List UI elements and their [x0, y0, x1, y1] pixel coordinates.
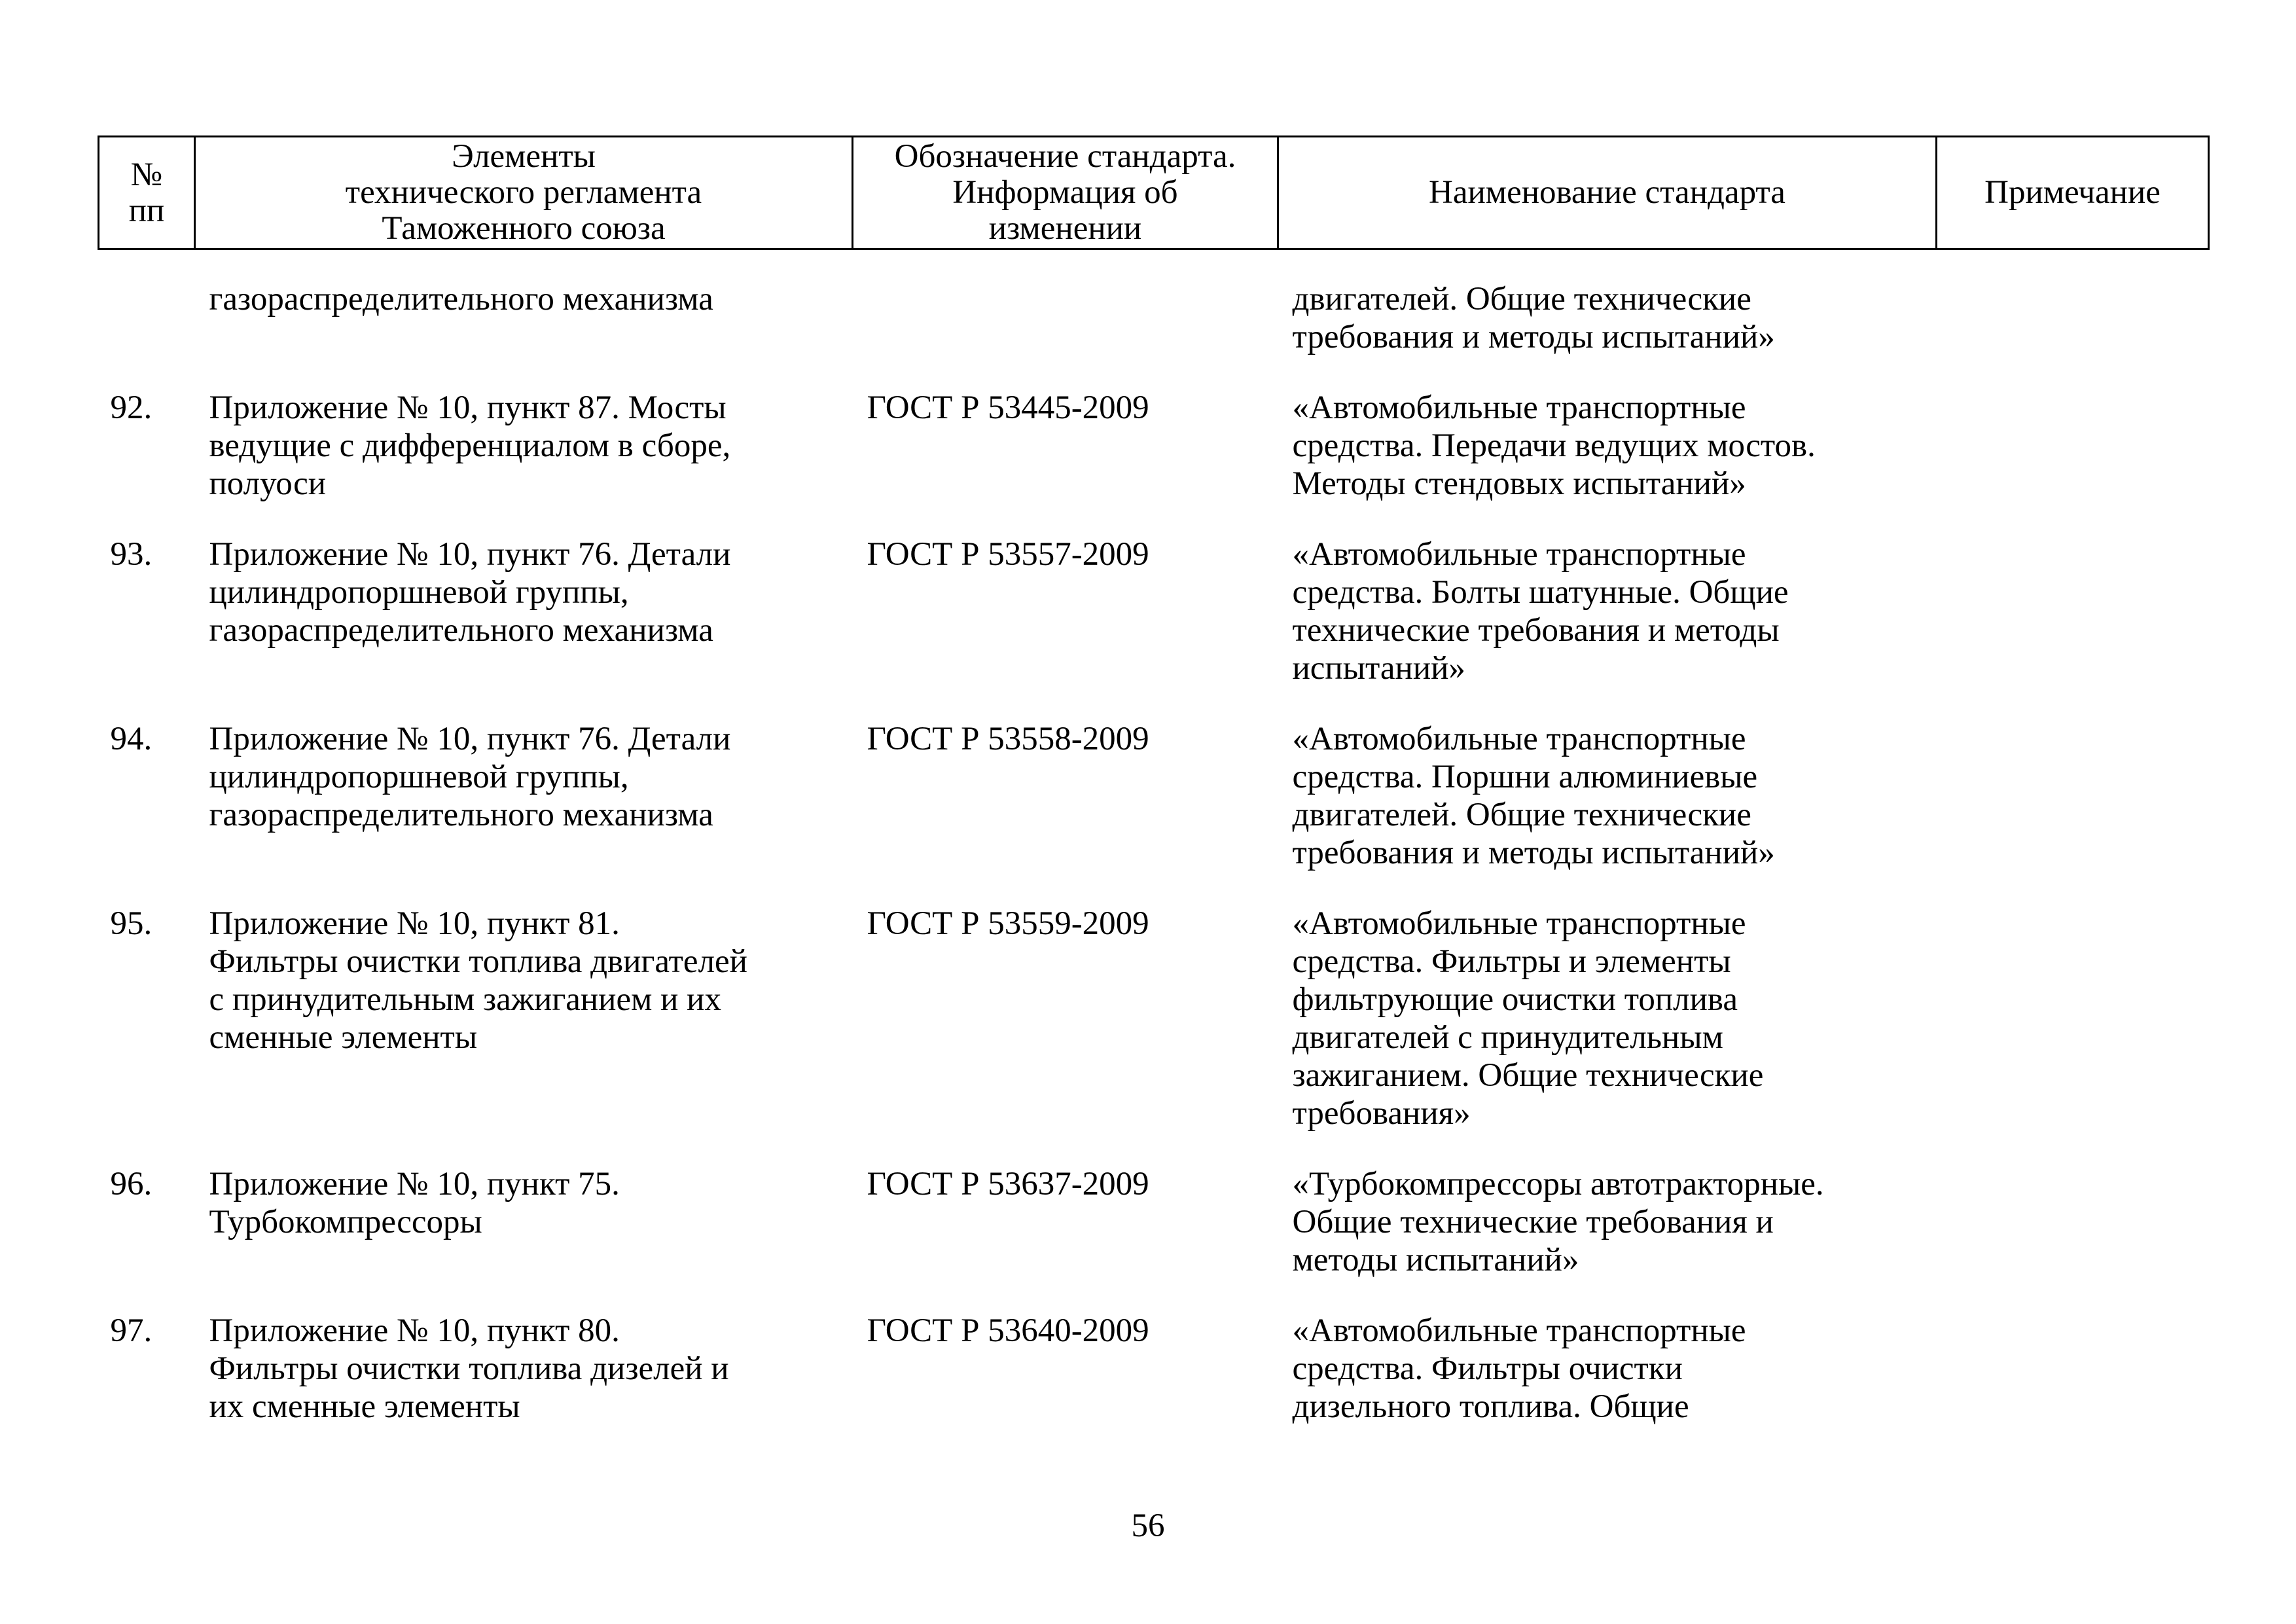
- cell-standard-name: «Автомобильные транспортные средства. Болты шатунные. Общие технические требования и методы испытаний»: [1292, 536, 1789, 687]
- header-col-designation: Обозначение стандарта. Информация об изменении: [853, 137, 1278, 249]
- header-col-number: № пп: [99, 137, 195, 249]
- cell-standard-name: «Автомобильные транспортные средства. Поршни алюминиевые двигателей. Общие технические требования и методы испытаний»: [1292, 721, 1775, 871]
- cell-element: газораспределительного механизма: [209, 281, 713, 317]
- cell-note: [1937, 905, 2209, 1165]
- cell-designation: ГОСТ Р 53559-2009: [867, 905, 1149, 942]
- cell-note: [1937, 249, 2209, 389]
- cell-designation: ГОСТ Р 53558-2009: [867, 721, 1149, 757]
- header-col-elements: Элементы технического регламента Таможенного союза: [195, 137, 853, 249]
- cell-element: Приложение № 10, пункт 80. Фильтры очистки топлива дизелей и их сменные элементы: [209, 1312, 729, 1425]
- cell-note: [1937, 1165, 2209, 1312]
- table-row: [99, 1165, 2209, 1312]
- cell-note: [1937, 720, 2209, 905]
- cell-element: Приложение № 10, пункт 75. Турбокомпрессоры: [209, 1166, 620, 1240]
- standards-table: [98, 135, 2210, 1458]
- cell-number: 97.: [110, 1312, 152, 1349]
- cell-note: [1937, 1312, 2209, 1458]
- cell-element: Приложение № 10, пункт 81. Фильтры очистки топлива двигателей с принудительным зажиганием и их сменные элементы: [209, 905, 747, 1056]
- cell-standard-name: «Автомобильные транспортные средства. Фильтры очистки дизельного топлива. Общие: [1292, 1312, 1746, 1425]
- cell-number: [99, 249, 195, 389]
- cell-element: Приложение № 10, пункт 76. Детали цилиндропоршневой группы, газораспределительного механизма: [209, 536, 731, 649]
- cell-note: [1937, 535, 2209, 720]
- cell-standard-name: «Турбокомпрессоры автотракторные. Общие технические требования и методы испытаний»: [1292, 1166, 1824, 1278]
- table-row: [99, 1312, 2209, 1458]
- cell-designation: ГОСТ Р 53445-2009: [867, 389, 1149, 426]
- cell-element: Приложение № 10, пункт 87. Мосты ведущие с дифференциалом в сборе, полуоси: [209, 389, 731, 502]
- header-col-note: Примечание: [1937, 137, 2209, 249]
- table-row: [99, 905, 2209, 1165]
- cell-designation: [853, 249, 1278, 389]
- table-row: [99, 535, 2209, 720]
- cell-element: Приложение № 10, пункт 76. Детали цилиндропоршневой группы, газораспределительного механизма: [209, 721, 731, 833]
- table-header: [99, 137, 2209, 249]
- cell-standard-name: двигателей. Общие технические требования и методы испытаний»: [1292, 281, 1775, 355]
- cell-number: 96.: [110, 1166, 152, 1202]
- cell-designation: ГОСТ Р 53557-2009: [867, 536, 1149, 573]
- cell-number: 93.: [110, 536, 152, 573]
- table-row: [99, 389, 2209, 535]
- cell-designation: ГОСТ Р 53637-2009: [867, 1166, 1149, 1202]
- cell-standard-name: «Автомобильные транспортные средства. Передачи ведущих мостов. Методы стендовых испытаний»: [1292, 389, 1816, 502]
- header-row: [99, 137, 2209, 249]
- cell-number: 92.: [110, 389, 152, 426]
- cell-number: 95.: [110, 905, 152, 942]
- page-number: 56: [1131, 1507, 1165, 1544]
- cell-designation: ГОСТ Р 53640-2009: [867, 1312, 1149, 1349]
- header-col-standard-name: Наименование стандарта: [1278, 137, 1937, 249]
- cell-number: 94.: [110, 721, 152, 757]
- table-row: [99, 720, 2209, 905]
- cell-note: [1937, 389, 2209, 535]
- table-body: [99, 249, 2209, 1459]
- cell-standard-name: «Автомобильные транспортные средства. Фильтры и элементы фильтрующие очистки топлива двигателей с принудительным зажиганием. Общие технические требования»: [1292, 905, 1764, 1132]
- table-row-continuation: [99, 249, 2209, 389]
